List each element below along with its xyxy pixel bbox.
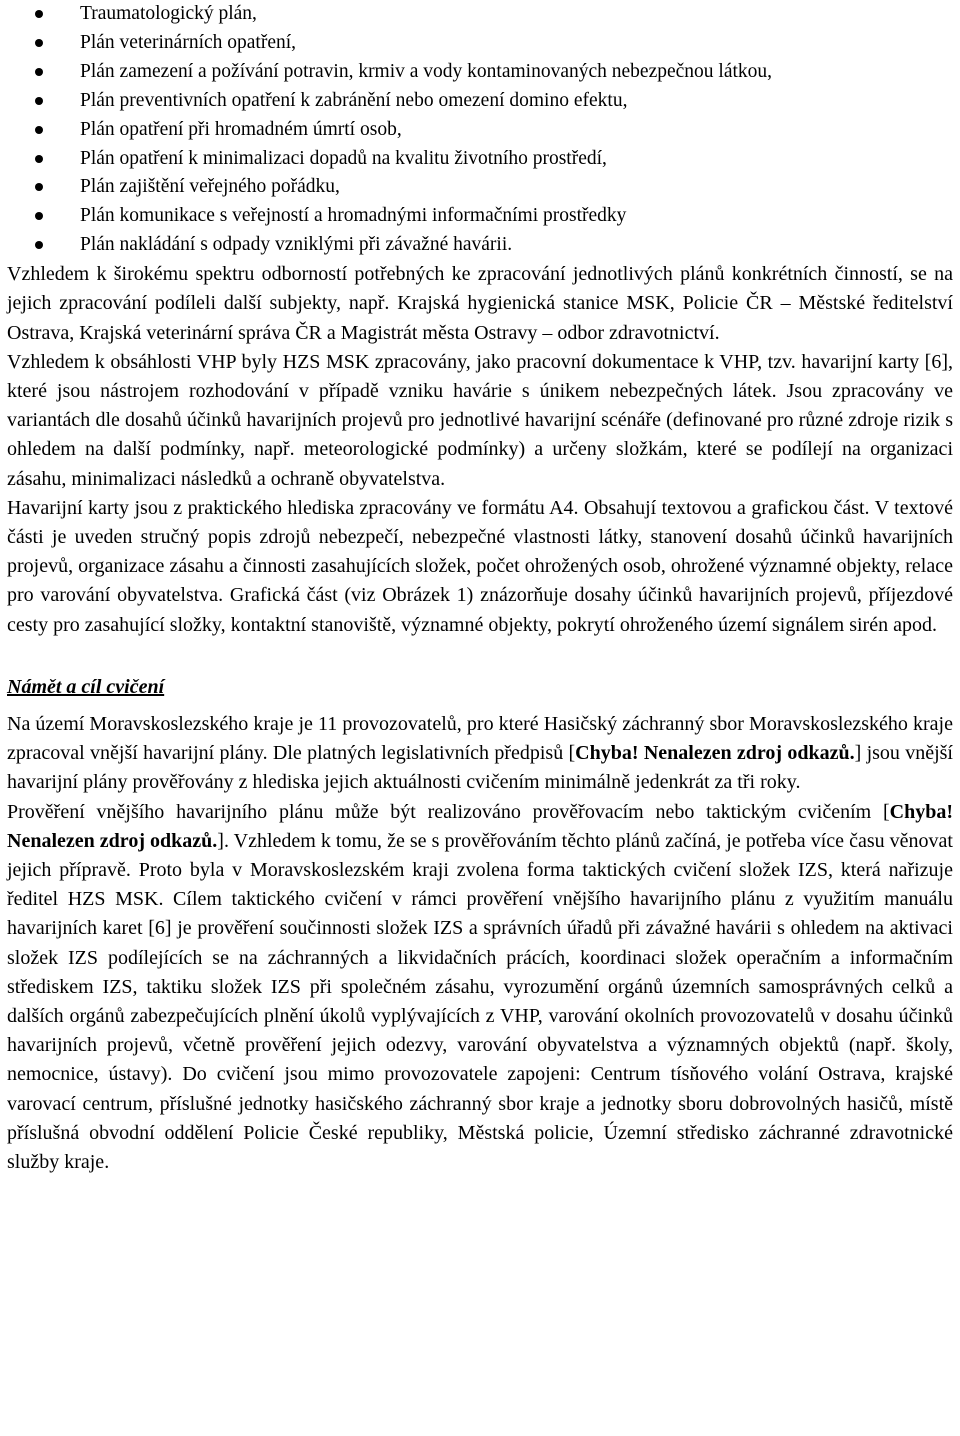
- list-item: [7, 145, 953, 174]
- list-item-text: Plán komunikace s veřejností a hromadnými informačními prostředky: [80, 205, 627, 227]
- list-item: [7, 29, 953, 58]
- paragraph-cviceni: [7, 798, 953, 1178]
- list-item-text: Plán opatření při hromadném úmrtí osob,: [80, 118, 402, 140]
- text-run: ]. Vzhledem k tomu, že se s prověřováním těchto plánů začíná, je potřeba více času věnovat jejich přípravě. Proto byla v Moravskoslezském kraji zvolena forma taktických cvičení složek IZS, která nařizuje ředitel HZS MSK. Cílem taktického cvičení v rámci prověření vnějšího havarijního plánu z využitím manuálu havarijních karet [6] je prověření součinnosti složek IZS a správních úřadů při závažné havárii s ohledem na aktivaci složek IZS podílejících se na záchranných a likvidačních prácích, koordinaci složek operačním a informačním střediskem IZS, taktiku složek IZS při společném zásahu, vyrozumění orgánů územních samosprávných celků a dalších orgánů zabezpečujících plnění úkolů vyplývajících z VHP, varování okolních provozovatelů v dosahu účinků havarijních projevů, včetně prověření jejich odezvy, varování obyvatelstva a významných objektů (např. školy, nemocnice, ústavy). Do cvičení jsou mimo provozovatele zapojeni: Centrum tísňového volání Ostrava, krajské varovací centrum, příslušné jednotky hasičského záchranný sbor kraje a jednotky sboru dobrovolných hasičů, místě příslušná obvodní oddělení Policie České republiky, Městská policie, Územní středisko záchranné zdravotnické služby kraje.: [7, 829, 953, 1174]
- text-run: ] jsou vnější havarijní plány prověřovány z hlediska jejich aktuálnosti cvičením minimálně jedenkrát za tři roky.: [7, 742, 953, 794]
- bullet-icon: [35, 183, 43, 191]
- list-item: [7, 173, 953, 202]
- bullet-icon: [35, 39, 43, 47]
- list-item: [7, 58, 953, 87]
- paragraph-havarijni-karty: Vzhledem k obsáhlosti VHP byly HZS MSK zpracovány, jako pracovní dokumentace k VHP, tzv. havarijní karty [6], které jsou nástrojem rozhodování v případě vzniku havárie s únikem nebezpečných látek. Jsou zpracovány ve variantách dle dosahů účinků havarijních projevů pro jednotlivé havarijní scénáře (definované pro různé zdroje rizik s ohledem na další podmínky, např. meteorologické podmínky) a určeny složkám, které se podílejí na organizaci zásahu, minimalizaci následků a ochraně obyvatelstva.: [7, 350, 953, 490]
- list-item: [7, 202, 953, 231]
- paragraph-provozovatele: [7, 710, 953, 798]
- list-item-text: Plán opatření k minimalizaci dopadů na kvalitu životního prostředí,: [80, 147, 607, 169]
- broken-reference: Chyba! Nenalezen zdroj odkazů.: [7, 800, 953, 852]
- list-item: [7, 87, 953, 116]
- bullet-icon: [35, 155, 43, 163]
- paragraph-subjects: Vzhledem k širokému spektru odborností potřebných ke zpracování jednotlivých plánů konkrétních činností, se na jejich zpracování podíleli další subjekty, např. Krajská hygienická stanice MSK, Policie ČR – Městské ředitelství Ostrava, Krajská veterinární správa ČR a Magistrát města Ostravy – odbor zdravotnictví.: [7, 263, 953, 344]
- list-item-text: Plán preventivních opatření k zabránění nebo omezení domino efektu,: [80, 89, 628, 111]
- bullet-icon: [35, 10, 43, 18]
- text-run: Na území Moravskoslezského kraje je 11 provozovatelů, pro které Hasičský záchranný sbor Moravskoslezského kraje zpracoval vnější havarijní plány. Dle platných legislativních předpisů [: [7, 713, 953, 765]
- bullet-icon: [35, 212, 43, 220]
- section-heading: Námět a cíl cvičení: [7, 675, 165, 698]
- list-item-text: Plán zamezení a požívání potravin, krmiv a vody kontaminovaných nebezpečnou látkou,: [80, 60, 773, 82]
- list-item-text: Plán zajištění veřejného pořádku,: [80, 176, 340, 198]
- list-item-text: Traumatologický plán,: [80, 3, 257, 24]
- broken-reference: Chyba! Nenalezen zdroj odkazů.: [575, 742, 855, 765]
- list-item: [7, 231, 953, 260]
- list-item-text: Plán nakládání s odpady vzniklými při závažné havárii.: [80, 234, 513, 256]
- bullet-icon: [35, 241, 43, 249]
- list-item: [7, 116, 953, 145]
- text-run: Prověření vnějšího havarijního plánu může být realizováno prověřovacím nebo taktickým cvičením [: [7, 800, 890, 823]
- list-item-text: Plán veterinárních opatření,: [80, 31, 297, 53]
- list-item: [7, 0, 953, 29]
- paragraph-format-karet: Havarijní karty jsou z praktického hlediska zpracovány ve formátu A4. Obsahují textovou a grafickou část. V textové části je uveden stručný popis zdrojů nebezpečí, nebezpečné vlastnosti látky, stanovení dosahů účinků havarijních projevů, organizace zásahu a činnosti zasahujících složek, počet ohrožených osob, ohrožené významné objekty, relace pro varování obyvatelstva. Grafická část (viz Obrázek 1) znázorňuje dosahy účinků havarijních projevů, příjezdové cesty pro zasahující složky, kontaktní stanoviště, významné objekty, pokrytí ohroženého území signálem sirén apod.: [7, 496, 953, 636]
- bullet-icon: [35, 126, 43, 134]
- bullet-icon: [35, 97, 43, 105]
- plan-bullet-list: [7, 0, 953, 260]
- bullet-icon: [35, 68, 43, 76]
